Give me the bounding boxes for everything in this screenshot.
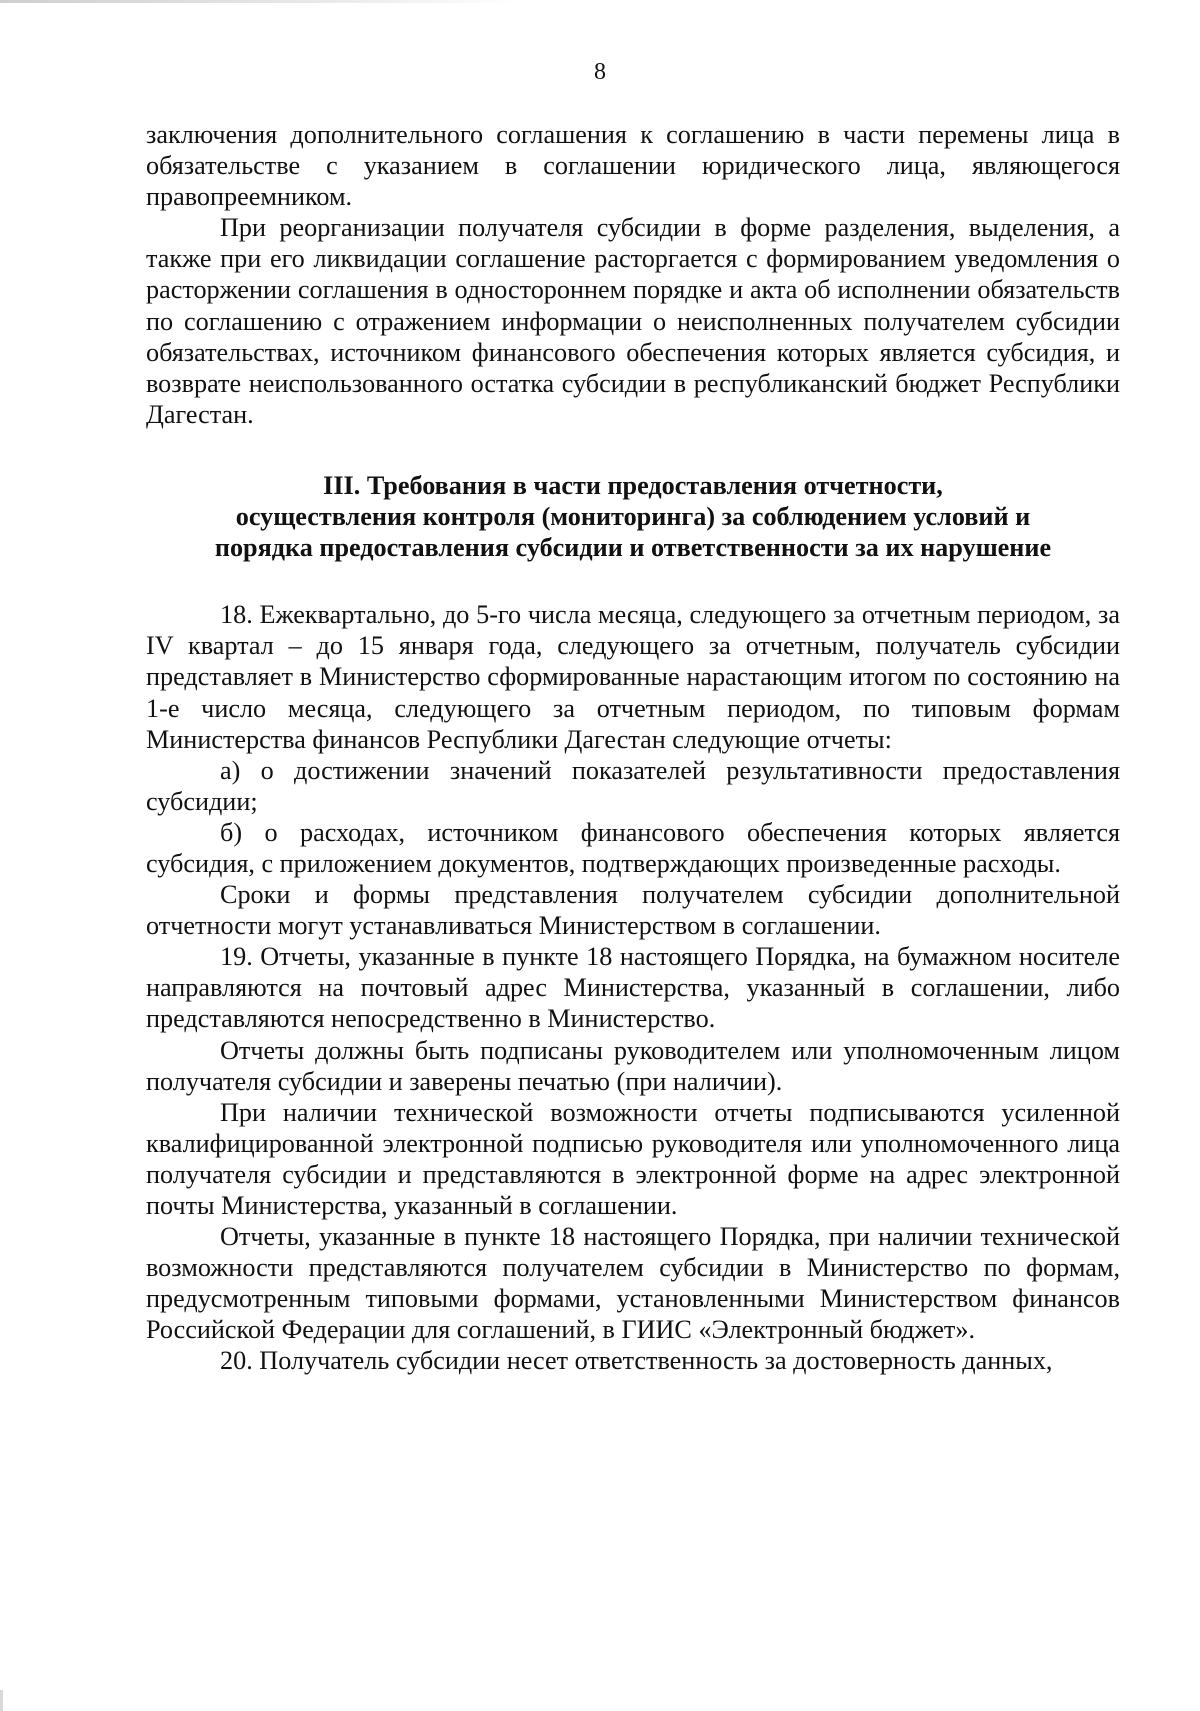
- paragraph-giis: Отчеты, указанные в пункте 18 настоящего Порядка, при наличии технической возможности представляются получателем субсидии в Министерство по формам, предусмотренным типовыми формами, установленными Министерством финансов Российской Федерации для соглашений, в ГИИС «Электронный бюджет».: [146, 1222, 1120, 1345]
- paragraph-item-19: 19. Отчеты, указанные в пункте 18 настоящего Порядка, на бумажном носителе направляются на почтовый адрес Министерства, указанный в соглашении, либо представляются непосредственно в Министерство.: [146, 942, 1120, 1034]
- scan-edge-top: [0, 0, 520, 3]
- paragraph-continuation: заключения дополнительного соглашения к соглашению в части перемены лица в обязательстве с указанием в соглашении юридического лица, являющегося правопреемником.: [146, 120, 1120, 212]
- paragraph-item-18-b: б) о расходах, источником финансового обеспечения которых является субсидия, с приложением документов, подтверждающих произведенные расходы.: [146, 817, 1120, 878]
- page-number: 8: [594, 59, 606, 85]
- paragraph-reorganization: При реорганизации получателя субсидии в форме разделения, выделения, а также при его ликвидации соглашение расторгается с формированием уведомления о расторжении соглашения в одностороннем порядке и акта об исполнении обязательств по соглашению с отражением информации о неисполненных получателем субсидии обязательствах, источником финансового обеспечения которых является субсидия, и возврате неиспользованного остатка субсидии в республиканский бюджет Республики Дагестан.: [146, 213, 1120, 429]
- paragraph-signing: Отчеты должны быть подписаны руководителем или уполномоченным лицом получателя субсидии и заверены печатью (при наличии).: [146, 1035, 1120, 1096]
- paragraph-item-18-a: а) о достижении значений показателей результативности предоставления субсидии;: [146, 755, 1120, 816]
- scan-edge-left: [0, 1690, 3, 1711]
- section-heading-line-3: порядка предоставления субсидии и ответственности за их нарушение: [214, 533, 1052, 563]
- paragraph-additional-reporting: Сроки и формы представления получателем субсидии дополнительной отчетности могут устанавливаться Министерством в соглашении.: [146, 880, 1120, 941]
- section-heading-line-1: III. Требования в части предоставления отчетности,: [323, 470, 943, 500]
- paragraph-electronic-signature: При наличии технической возможности отчеты подписываются усиленной квалифицированной электронной подписью руководителя или уполномоченного лица получателя субсидии и представляются в электронной форме на адрес электронной почты Министерства, указанный в соглашении.: [146, 1097, 1120, 1220]
- section-heading: [146, 430, 1120, 599]
- paragraph-item-18: 18. Ежеквартально, до 5-го числа месяца, следующего за отчетным периодом, за IV квартал – до 15 января года, следующего за отчетным, получатель субсидии представляет в Министерство сформированные нарастающим итогом по состоянию на 1-е число месяца, следующего за отчетным периодом, по типовым формам Министерства финансов Республики Дагестан следующие отчеты:: [146, 600, 1120, 754]
- section-heading-line-2: осуществления контроля (мониторинга) за соблюдением условий и: [235, 502, 1031, 532]
- document-body: [146, 119, 1120, 1377]
- paragraph-item-20: 20. Получатель субсидии несет ответственность за достоверность данных,: [220, 1346, 1053, 1376]
